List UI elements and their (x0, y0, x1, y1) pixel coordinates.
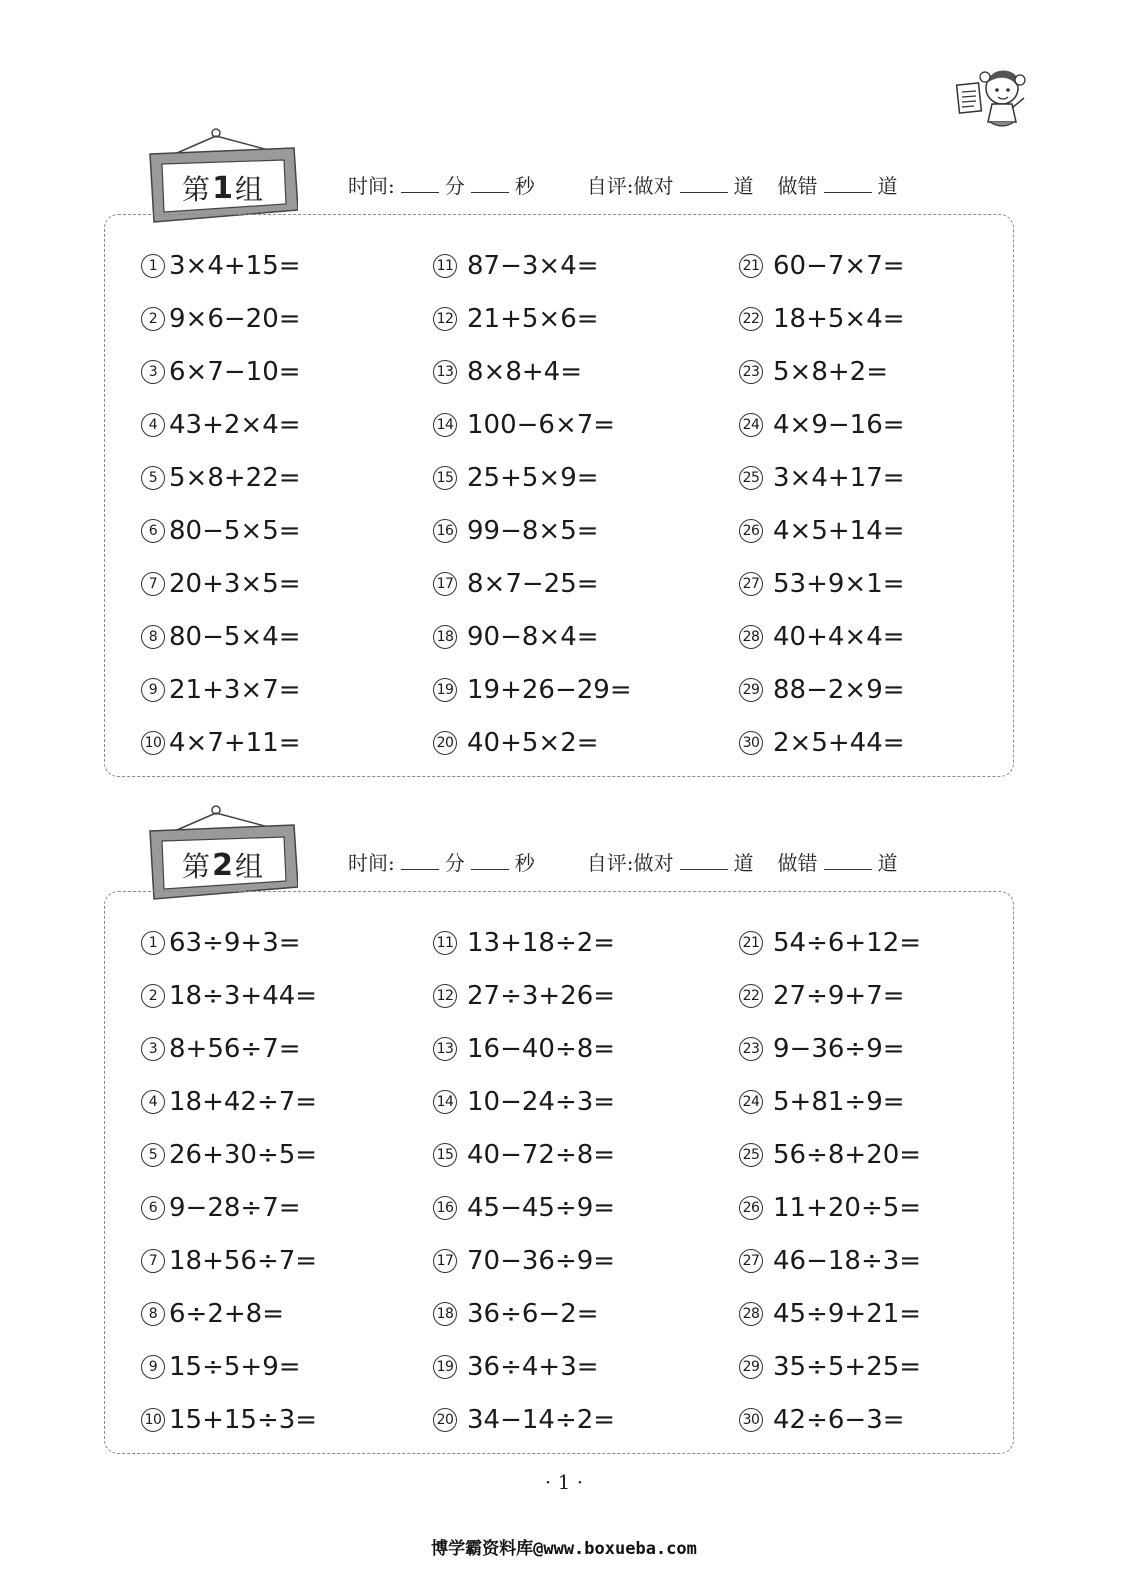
problem-item (739, 1393, 921, 1446)
problem-number-badge: 25 (739, 1143, 763, 1167)
problem-expression: 45−45÷9= (467, 1192, 616, 1223)
problem-item (433, 239, 632, 292)
problem-number-badge: 7 (141, 572, 165, 596)
problem-item (433, 504, 632, 557)
problem-item (739, 1022, 921, 1075)
problem-column (433, 916, 615, 1446)
problem-item (739, 398, 905, 451)
problem-item (141, 1234, 317, 1287)
problem-number-badge: 4 (141, 413, 165, 437)
wrong-unit-label: 道 (877, 174, 898, 198)
problem-expression: 80−5×4= (169, 621, 301, 652)
minutes-blank[interactable] (401, 851, 439, 870)
problem-expression: 21+3×7= (169, 674, 301, 705)
problem-item (433, 557, 632, 610)
seconds-blank[interactable] (471, 851, 509, 870)
problem-item (739, 1287, 921, 1340)
problem-item (141, 239, 301, 292)
problem-expression: 9×6−20= (169, 303, 301, 334)
problem-number-badge: 27 (739, 1249, 763, 1273)
problem-item (141, 916, 317, 969)
problem-item (433, 1393, 615, 1446)
problem-expression: 15÷5+9= (169, 1351, 301, 1382)
self-eval-wrong-label: 做错 (777, 174, 818, 198)
correct-count-blank[interactable] (680, 851, 728, 870)
problem-expression: 45÷9+21= (773, 1298, 922, 1329)
problem-expression: 27÷9+7= (773, 980, 905, 1011)
correct-unit-label: 道 (733, 174, 754, 198)
problem-expression: 18+5×4= (773, 303, 905, 334)
self-eval-correct-label: 自评:做对 (586, 851, 674, 875)
problem-number-badge: 12 (433, 307, 457, 331)
problem-number-badge: 24 (739, 413, 763, 437)
problem-column (739, 916, 921, 1446)
problem-expression: 4×5+14= (773, 515, 905, 546)
group-title (162, 843, 284, 887)
problem-item (433, 1181, 615, 1234)
problem-item (141, 716, 301, 769)
problem-item (739, 1128, 921, 1181)
problem-item (739, 1340, 921, 1393)
problem-expression: 36÷4+3= (467, 1351, 599, 1382)
time-and-self-evaluation (348, 170, 898, 200)
problem-expression: 2×5+44= (773, 727, 905, 758)
problem-item (141, 1075, 317, 1128)
problem-item (739, 239, 905, 292)
problem-expression: 27÷3+26= (467, 980, 616, 1011)
problem-item (739, 1181, 921, 1234)
wrong-unit-label: 道 (877, 851, 898, 875)
problem-expression: 53+9×1= (773, 568, 905, 599)
problem-item (739, 663, 905, 716)
problem-expression: 88−2×9= (773, 674, 905, 705)
problem-number-badge: 3 (141, 360, 165, 384)
group-title-suffix: 组 (234, 850, 264, 883)
time-label: 时间: (348, 174, 395, 198)
problem-item (141, 1181, 317, 1234)
problem-number-badge: 1 (141, 254, 165, 278)
problem-item (739, 969, 921, 1022)
group-title-suffix: 组 (234, 173, 264, 206)
problem-number-badge: 25 (739, 466, 763, 490)
problem-number-badge: 24 (739, 1090, 763, 1114)
problem-number-badge: 9 (141, 1355, 165, 1379)
problem-expression: 16−40÷8= (467, 1033, 616, 1064)
problem-number-badge: 6 (141, 519, 165, 543)
problem-expression: 5×8+2= (773, 356, 888, 387)
problem-item (433, 969, 615, 1022)
problem-item (433, 1075, 615, 1128)
problem-item (739, 292, 905, 345)
problem-expression: 60−7×7= (773, 250, 905, 281)
problem-number-badge: 28 (739, 1302, 763, 1326)
problem-item (141, 504, 301, 557)
problem-number-badge: 6 (141, 1196, 165, 1220)
problem-number-badge: 18 (433, 625, 457, 649)
problem-item (433, 1234, 615, 1287)
problem-item (433, 716, 632, 769)
problem-expression: 100−6×7= (467, 409, 616, 440)
problem-number-badge: 5 (141, 466, 165, 490)
problem-expression: 18+56÷7= (169, 1245, 318, 1276)
problem-item (433, 398, 632, 451)
problem-number-badge: 14 (433, 1090, 457, 1114)
time-and-self-evaluation (348, 847, 898, 877)
problem-number-badge: 19 (433, 678, 457, 702)
problem-expression: 9−28÷7= (169, 1192, 301, 1223)
problem-number-badge: 21 (739, 254, 763, 278)
problem-number-badge: 9 (141, 678, 165, 702)
problem-expression: 8×7−25= (467, 568, 599, 599)
problem-expression: 26+30÷5= (169, 1139, 318, 1170)
problem-item (433, 663, 632, 716)
seconds-label: 秒 (514, 174, 535, 198)
problem-expression: 4×9−16= (773, 409, 905, 440)
problem-number-badge: 11 (433, 254, 457, 278)
page-number: · 1 · (544, 1470, 584, 1494)
problem-item (739, 345, 905, 398)
problem-number-badge: 15 (433, 466, 457, 490)
problem-expression: 8+56÷7= (169, 1033, 301, 1064)
self-eval-wrong-label: 做错 (777, 851, 818, 875)
problem-expression: 15+15÷3= (169, 1404, 318, 1435)
girl-with-clipboard-icon (952, 62, 1036, 132)
problem-item (141, 1393, 317, 1446)
problem-number-badge: 5 (141, 1143, 165, 1167)
problem-item (141, 969, 317, 1022)
problem-item (433, 1340, 615, 1393)
problem-number-badge: 17 (433, 572, 457, 596)
wrong-count-blank[interactable] (824, 174, 872, 193)
problem-item (433, 610, 632, 663)
problem-item (433, 451, 632, 504)
group-number: 2 (212, 847, 234, 883)
problem-item (739, 916, 921, 969)
problem-expression: 43+2×4= (169, 409, 301, 440)
problem-column (433, 239, 632, 769)
minutes-label: 分 (444, 174, 465, 198)
problem-item (739, 1075, 921, 1128)
problem-number-badge: 10 (141, 1408, 165, 1432)
problem-number-badge: 2 (141, 984, 165, 1008)
problem-expression: 13+18÷2= (467, 927, 616, 958)
problem-number-badge: 11 (433, 931, 457, 955)
problem-item (141, 451, 301, 504)
self-eval-correct-label: 自评:做对 (586, 174, 674, 198)
problem-item (433, 1287, 615, 1340)
problem-item (141, 1287, 317, 1340)
problem-item (141, 398, 301, 451)
problem-number-badge: 22 (739, 984, 763, 1008)
problem-expression: 19+26−29= (467, 674, 632, 705)
problem-column (141, 239, 301, 769)
minutes-label: 分 (444, 851, 465, 875)
problem-expression: 3×4+17= (773, 462, 905, 493)
problem-expression: 35÷5+25= (773, 1351, 922, 1382)
problem-item (433, 1022, 615, 1075)
problem-number-badge: 2 (141, 307, 165, 331)
problem-item (141, 1022, 317, 1075)
problem-expression: 87−3×4= (467, 250, 599, 281)
problem-number-badge: 28 (739, 625, 763, 649)
problem-number-badge: 30 (739, 731, 763, 755)
problem-number-badge: 21 (739, 931, 763, 955)
problem-item (141, 557, 301, 610)
problem-number-badge: 23 (739, 1037, 763, 1061)
minutes-blank[interactable] (401, 174, 439, 193)
problem-expression: 18+42÷7= (169, 1086, 318, 1117)
problem-number-badge: 16 (433, 519, 457, 543)
problem-expression: 36÷6−2= (467, 1298, 599, 1329)
problem-number-badge: 29 (739, 678, 763, 702)
problem-expression: 40+4×4= (773, 621, 905, 652)
problem-number-badge: 30 (739, 1408, 763, 1432)
problem-expression: 99−8×5= (467, 515, 599, 546)
problem-number-badge: 7 (141, 1249, 165, 1273)
problem-number-badge: 16 (433, 1196, 457, 1220)
problem-expression: 11+20÷5= (773, 1192, 922, 1223)
problem-expression: 6×7−10= (169, 356, 301, 387)
problem-item (433, 916, 615, 969)
problem-expression: 90−8×4= (467, 621, 599, 652)
time-label: 时间: (348, 851, 395, 875)
correct-unit-label: 道 (733, 851, 754, 875)
problem-expression: 8×8+4= (467, 356, 582, 387)
problem-expression: 20+3×5= (169, 568, 301, 599)
problem-item (141, 1340, 317, 1393)
problem-number-badge: 15 (433, 1143, 457, 1167)
group-title-frame (148, 128, 298, 228)
problem-number-badge: 29 (739, 1355, 763, 1379)
problem-item (739, 504, 905, 557)
problem-number-badge: 20 (433, 1408, 457, 1432)
problem-item (739, 1234, 921, 1287)
problem-number-badge: 20 (433, 731, 457, 755)
correct-count-blank[interactable] (680, 174, 728, 193)
problem-number-badge: 4 (141, 1090, 165, 1114)
problem-expression: 9−36÷9= (773, 1033, 905, 1064)
problem-expression: 21+5×6= (467, 303, 599, 334)
problem-expression: 80−5×5= (169, 515, 301, 546)
problem-box (104, 891, 1014, 1454)
problem-number-badge: 14 (433, 413, 457, 437)
problem-item (141, 1128, 317, 1181)
problem-expression: 40−72÷8= (467, 1139, 616, 1170)
problem-expression: 46−18÷3= (773, 1245, 922, 1276)
problem-item (433, 1128, 615, 1181)
problem-number-badge: 26 (739, 1196, 763, 1220)
problem-expression: 25+5×9= (467, 462, 599, 493)
wrong-count-blank[interactable] (824, 851, 872, 870)
problem-expression: 42÷6−3= (773, 1404, 905, 1435)
seconds-blank[interactable] (471, 174, 509, 193)
problem-number-badge: 13 (433, 360, 457, 384)
problem-expression: 56÷8+20= (773, 1139, 922, 1170)
problem-item (141, 292, 301, 345)
problem-item (433, 345, 632, 398)
problem-expression: 40+5×2= (467, 727, 599, 758)
problem-number-badge: 18 (433, 1302, 457, 1326)
problem-expression: 10−24÷3= (467, 1086, 616, 1117)
problem-expression: 18÷3+44= (169, 980, 318, 1011)
problem-item (141, 345, 301, 398)
footer-watermark: 博学霸资料库@www.boxueba.com (431, 1539, 697, 1559)
problem-column (141, 916, 317, 1446)
problem-number-badge: 23 (739, 360, 763, 384)
problem-number-badge: 13 (433, 1037, 457, 1061)
problem-number-badge: 27 (739, 572, 763, 596)
group-number: 1 (212, 170, 234, 206)
group-title (162, 166, 284, 210)
problem-expression: 63÷9+3= (169, 927, 301, 958)
problem-box (104, 214, 1014, 777)
problem-expression: 5×8+22= (169, 462, 301, 493)
problem-item (739, 557, 905, 610)
problem-number-badge: 3 (141, 1037, 165, 1061)
group-title-prefix: 第 (182, 173, 212, 206)
problem-number-badge: 26 (739, 519, 763, 543)
problem-expression: 5+81÷9= (773, 1086, 905, 1117)
problem-number-badge: 17 (433, 1249, 457, 1273)
problem-item (433, 292, 632, 345)
problem-number-badge: 10 (141, 731, 165, 755)
problem-number-badge: 19 (433, 1355, 457, 1379)
problem-item (739, 610, 905, 663)
problem-number-badge: 1 (141, 931, 165, 955)
problem-item (739, 451, 905, 504)
problem-item (141, 610, 301, 663)
problem-expression: 70−36÷9= (467, 1245, 616, 1276)
group-title-frame (148, 805, 298, 905)
problem-number-badge: 8 (141, 1302, 165, 1326)
problem-item (141, 663, 301, 716)
problem-item (739, 716, 905, 769)
problem-number-badge: 12 (433, 984, 457, 1008)
problem-expression: 54÷6+12= (773, 927, 922, 958)
problem-expression: 4×7+11= (169, 727, 301, 758)
problem-expression: 34−14÷2= (467, 1404, 616, 1435)
problem-number-badge: 22 (739, 307, 763, 331)
problem-expression: 3×4+15= (169, 250, 301, 281)
problem-number-badge: 8 (141, 625, 165, 649)
problem-column (739, 239, 905, 769)
problem-expression: 6÷2+8= (169, 1298, 284, 1329)
group-title-prefix: 第 (182, 850, 212, 883)
seconds-label: 秒 (514, 851, 535, 875)
